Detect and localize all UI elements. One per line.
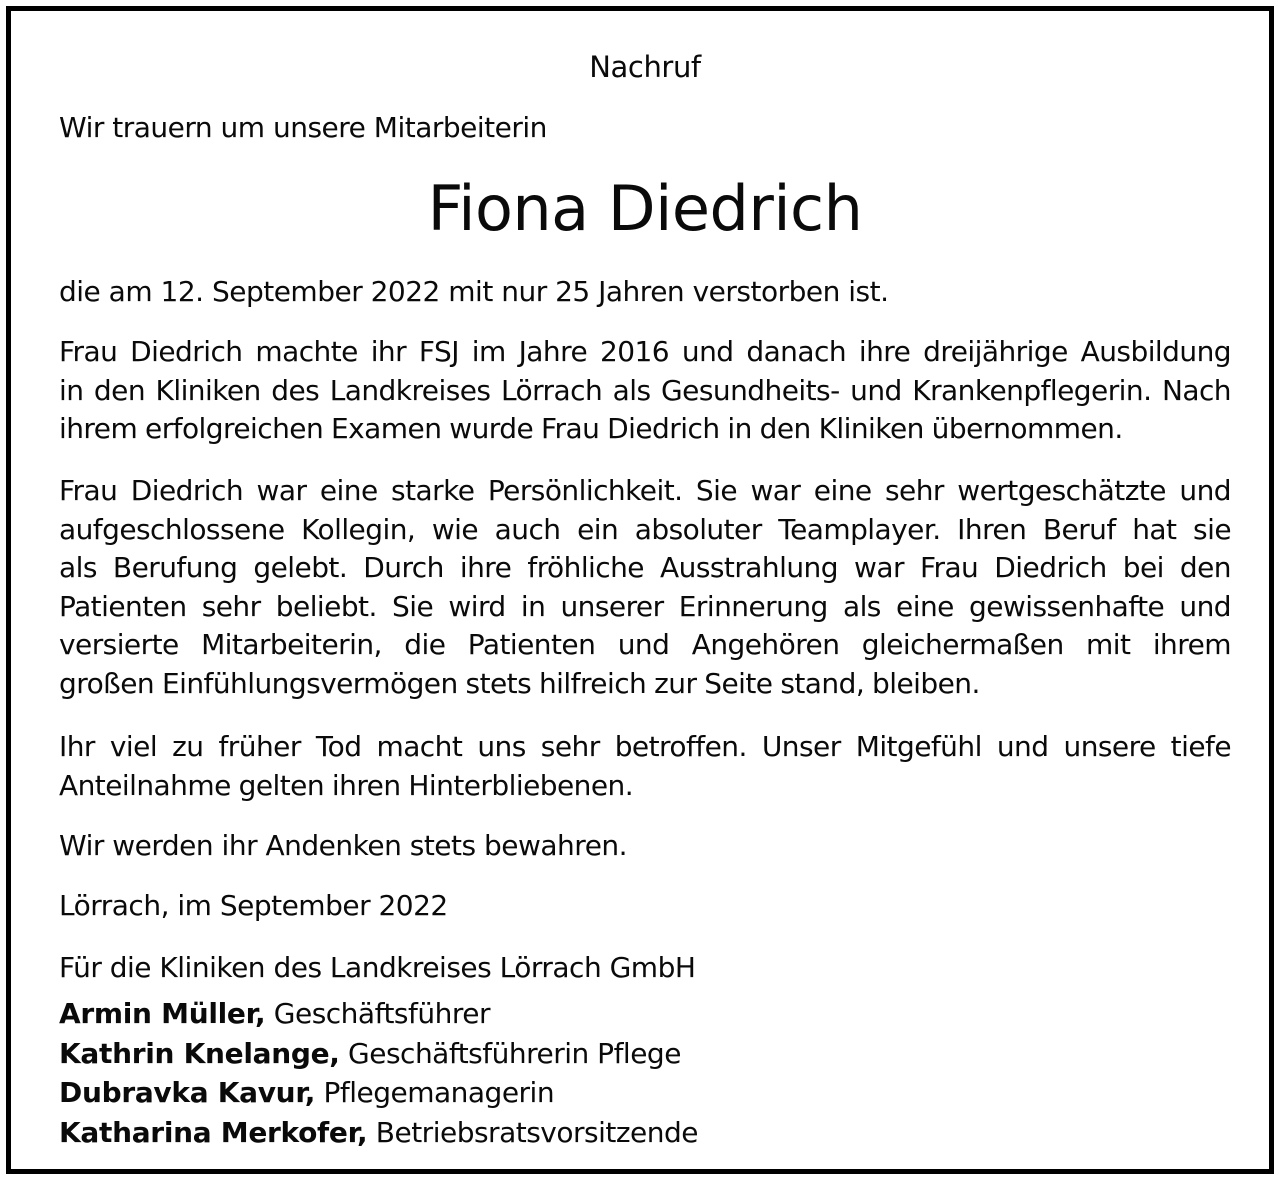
paragraph-line: Ihr viel zu früher Tod macht uns sehr betroffen. Unser Mitgefühl und unsere tiefe <box>59 730 1231 763</box>
paragraph-line: Anteilnahme gelten ihren Hinterbliebenen. <box>59 768 634 802</box>
intro-line: Wir trauern um unsere Mitarbeiterin <box>59 111 547 144</box>
deceased-name: Fiona Diedrich <box>427 172 863 245</box>
signer-role: Geschäftsführerin Pflege <box>348 1036 681 1070</box>
signer-entry <box>59 1113 698 1153</box>
closing-line: Wir werden ihr Andenken stets bewahren. <box>59 829 628 862</box>
death-date-line: die am 12. September 2022 mit nur 25 Jahren verstorben ist. <box>59 275 889 308</box>
organization-line: Für die Kliniken des Landkreises Lörrach GmbH <box>59 951 696 984</box>
signer-role: Pflegemanagerin <box>323 1076 555 1109</box>
paragraph-line: ihrem erfolgreichen Examen wurde Frau Diedrich in den Kliniken übernommen. <box>59 412 1123 445</box>
obituary-notice <box>6 6 1274 1174</box>
signer-name: Katharina Merkofer, <box>59 1115 368 1149</box>
paragraph-line: Frau Diedrich war eine starke Persönlichkeit. Sie war eine sehr wertgeschätzte und <box>59 474 1231 507</box>
paragraph-personality <box>59 472 1231 703</box>
paragraph-line: großen Einfühlungsvermögen stets hilfreich zur Seite stand, bleiben. <box>59 666 980 700</box>
paragraph-line: Patienten sehr beliebt. Sie wird in unserer Erinnerung als eine gewissenhafte und <box>59 589 1231 623</box>
paragraph-line: Frau Diedrich machte ihr FSJ im Jahre 2016 und danach ihre dreijährige Ausbildung <box>59 335 1231 368</box>
signer-role: Geschäftsführer <box>273 997 490 1030</box>
signers-list <box>59 994 698 1152</box>
signer-entry <box>59 1073 698 1113</box>
place-date-line: Lörrach, im September 2022 <box>59 889 448 922</box>
notice-heading: Nachruf <box>589 50 701 84</box>
paragraph-line: aufgeschlossene Kollegin, wie auch ein absoluter Teamplayer. Ihren Beruf hat sie <box>59 512 1231 546</box>
signer-entry <box>59 1034 698 1074</box>
paragraph-line: als Berufung gelebt. Durch ihre fröhliche Ausstrahlung war Frau Diedrich bei den <box>59 551 1231 584</box>
signer-name: Armin Müller, <box>59 997 266 1030</box>
paragraph-condolence <box>59 728 1231 805</box>
signer-role: Betriebsratsvorsitzende <box>375 1115 699 1149</box>
signer-name: Dubravka Kavur, <box>59 1076 316 1109</box>
paragraph-career <box>59 333 1231 449</box>
paragraph-line: versierte Mitarbeiterin, die Patienten und Angehören gleichermaßen mit ihrem <box>59 628 1231 661</box>
paragraph-line: in den Kliniken des Landkreises Lörrach als Gesundheits- und Krankenpflegerin. Nach <box>59 373 1231 407</box>
signer-name: Kathrin Knelange, <box>59 1036 340 1070</box>
signer-entry <box>59 994 698 1034</box>
